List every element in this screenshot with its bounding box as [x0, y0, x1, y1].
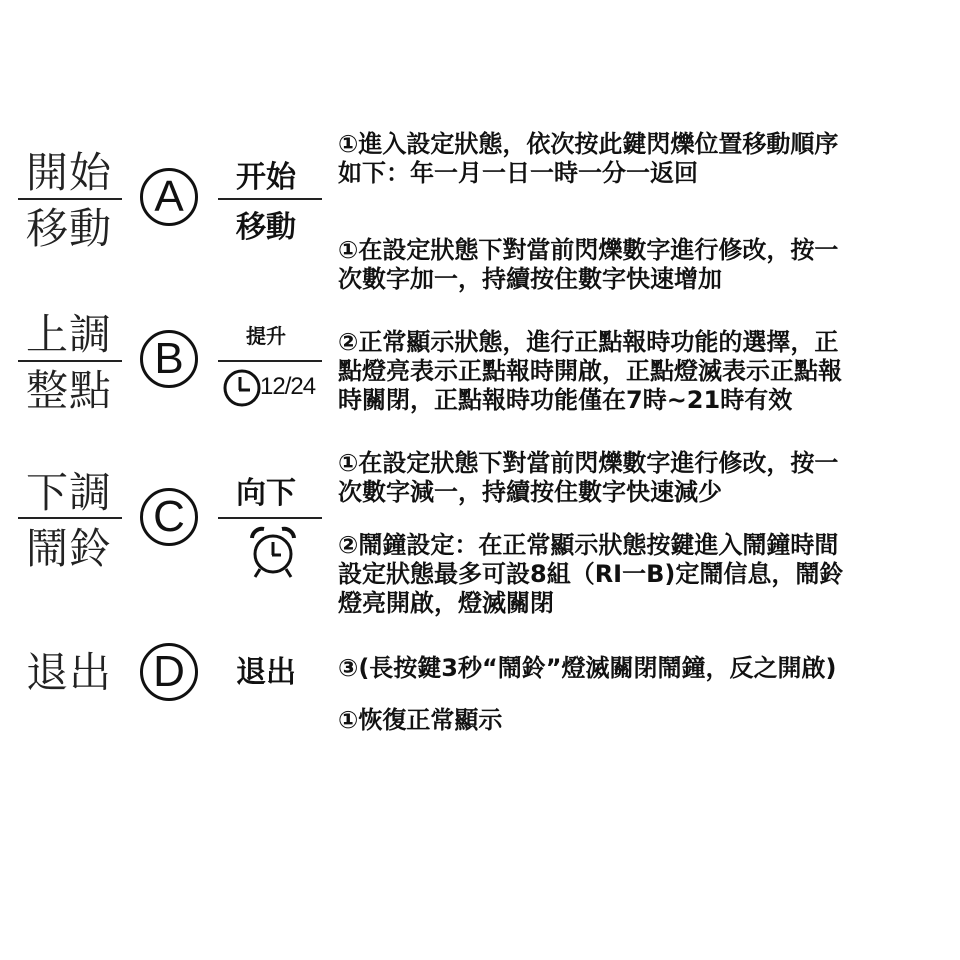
label-exit-mid: 退出 [236, 655, 296, 690]
divider-line [218, 360, 322, 362]
desc-b1: ①在設定狀態下對當前閃爍數字進行修改，按一 次數字加一，持續按住數字快速增加 [338, 236, 839, 293]
label-down: 下調 [26, 468, 113, 517]
label-hourly: 整點 [26, 366, 113, 415]
desc-a: ①進入設定狀態，依次按此鍵閃爍位置移動順序 如下：年一月一日一時一分一返回 [338, 130, 839, 187]
divider-line [218, 198, 322, 200]
button-a-icon: A [140, 168, 198, 226]
divider-line [18, 198, 122, 200]
mode-12-24: 12/24 [260, 373, 316, 400]
desc-d2: ①恢復正常顯示 [338, 706, 503, 734]
desc-c2: ②鬧鐘設定：在正常顯示狀態按鍵進入鬧鐘時間 設定狀態最多可設8組（RI一B)定鬧信息，鬧鈴 燈亮開啟，燈滅關閉 [338, 531, 844, 617]
label-raise: 提升 [246, 324, 286, 348]
label-alarm: 鬧鈴 [26, 524, 113, 573]
button-b-icon: B [140, 330, 198, 388]
label-down-mid: 向下 [236, 476, 296, 511]
desc-c1: ①在設定狀態下對當前閃爍數字進行修改，按一 次數字減一，持續按住數字快速減少 [338, 449, 839, 506]
button-d-icon: D [140, 643, 198, 701]
label-move-mid: 移動 [236, 210, 296, 245]
label-exit: 退出 [26, 648, 113, 697]
label-start: 開始 [26, 148, 113, 197]
desc-d1: ③(長按鍵3秒“鬧鈴”燈滅關閉鬧鐘，反之開啟) [338, 654, 837, 682]
desc-b2: ②正常顯示狀態，進行正點報時功能的選擇，正 點燈亮表示正點報時開啟，正點燈滅表示正點報 時關閉，正點報時功能僅在7時~21時有效 [338, 328, 842, 414]
divider-line [18, 360, 122, 362]
alarm-clock-icon [246, 524, 300, 580]
divider-line [18, 517, 122, 519]
label-start-simplified: 开始 [236, 160, 296, 195]
label-up: 上調 [26, 310, 113, 359]
label-move: 移動 [26, 204, 113, 253]
clock-icon [222, 368, 262, 408]
button-c-icon: C [140, 488, 198, 546]
divider-line [218, 517, 322, 519]
